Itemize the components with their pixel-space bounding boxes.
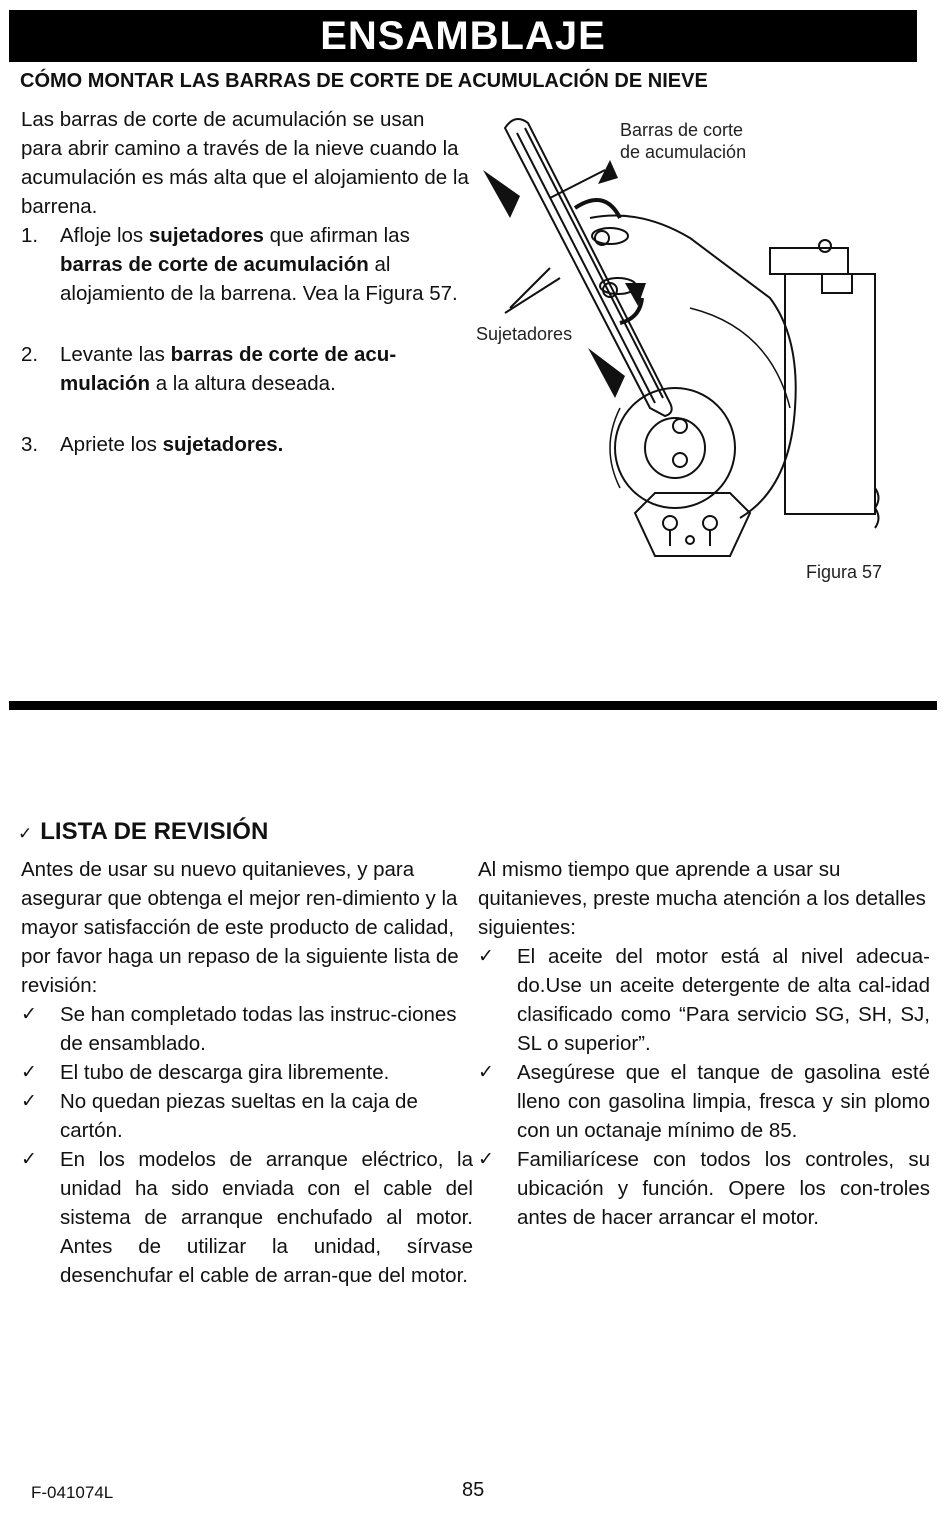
up-arrow-icon (588, 348, 625, 398)
document-code: F-041074L (31, 1483, 114, 1502)
auger-gear-inner (645, 418, 705, 478)
check-icon: ✓ (21, 1062, 37, 1083)
checklist-left-column (21, 855, 473, 1290)
assembly-instructions (21, 105, 471, 459)
section-banner: ENSAMBLAJE (9, 10, 917, 62)
step-text: Levante las (60, 343, 171, 366)
checklist-title-text: LISTA DE REVISIÓN (40, 818, 269, 845)
step-bold: sujetadores. (162, 433, 284, 456)
up-arrow-icon (483, 170, 520, 218)
checklist-item (21, 1058, 473, 1087)
step-text: Afloje los (60, 224, 149, 247)
step-number: 1. (21, 224, 39, 247)
check-icon: ✓ (478, 1062, 494, 1083)
checklist-item (21, 1000, 473, 1058)
auger-gear-outer (615, 388, 735, 508)
intro-paragraph: Las barras de corte de acumulación se usan para abrir camino a través de la nieve cuando la acumulación es más alta que el alojamiento de la barrena. (21, 108, 469, 218)
checklist-item (21, 1087, 473, 1145)
step-list (21, 221, 471, 459)
checklist-item-text: Familiarícese con todos los controles, su ubicación y función. Opere los con-troles antes de hacer arrancar el motor. (517, 1148, 930, 1229)
step-item (21, 430, 471, 459)
checklist-item-text: No quedan piezas sueltas en la caja de cartón. (60, 1090, 418, 1142)
checklist-item-text: En los modelos de arranque eléctrico, la unidad ha sido enviada con el cable del sistema de arranque enchufado al motor. Antes de utilizar la unidad, sírvase desenchufar el cable de arran-que del motor. (60, 1148, 473, 1287)
step-bold: barras de corte de acumulación (60, 253, 369, 276)
step-text: al alojamiento de la barrena. Vea la Figura 57. (60, 253, 458, 305)
step-number: 3. (21, 433, 39, 456)
check-icon: ✓ (21, 1149, 37, 1170)
label-barras: Barras de corte (620, 120, 744, 140)
step-text: a la altura deseada. (150, 372, 336, 395)
section-divider (9, 701, 937, 710)
figure-57-illustration (470, 108, 910, 578)
page-number: 85 (462, 1479, 485, 1501)
check-icon: ✓ (478, 946, 494, 967)
step-text: que afirman las (263, 224, 410, 247)
check-icon: ✓ (18, 824, 33, 843)
step-bold: sujetadores (148, 224, 264, 247)
section-subheading: CÓMO MONTAR LAS BARRAS DE CORTE DE ACUMULACIÓN DE NIEVE (20, 70, 708, 92)
check-icon: ✓ (21, 1091, 37, 1112)
checklist-intro: Antes de usar su nuevo quitanieves, y para asegurar que obtenga el mejor ren-dimiento y la mayor satisfacción de este producto de calidad, por favor haga un repaso de la siguiente lista de revisión: (21, 858, 459, 997)
checklist-item-text: El aceite del motor está al nivel adecua-do.Use un aceite detergente de alta cal-idad clasificado como “Para servicio SG, SH, SJ, SL o superior”. (517, 945, 930, 1055)
checklist-title (18, 818, 268, 846)
checklist-item (478, 1058, 930, 1145)
checklist-item-text: El tubo de descarga gira libremente. (60, 1061, 390, 1084)
drift-cutter-bar (505, 119, 672, 416)
fastener-upper (592, 228, 628, 245)
checklist-item-text: Se han completado todas las instruc-ciones de ensamblado. (60, 1003, 457, 1055)
step-text: Apriete los (60, 433, 163, 456)
figure-caption: Figura 57 (806, 562, 883, 582)
checklist-right-column (478, 855, 930, 1232)
checklist-item (21, 1145, 473, 1290)
label-acumulacion: de acumulación (620, 142, 747, 162)
step-number: 2. (21, 343, 39, 366)
step-item (21, 221, 471, 308)
check-icon: ✓ (478, 1149, 494, 1170)
checklist-item-text: Asegúrese que el tanque de gasolina esté lleno con gasolina limpia, fresca y sin plomo con un octanaje mínimo de 85. (517, 1061, 930, 1142)
check-icon: ✓ (21, 1004, 37, 1025)
checklist-intro: Al mismo tiempo que aprende a usar su quitanieves, preste mucha atención a los detalles siguientes: (478, 858, 926, 939)
checklist-item (478, 1145, 930, 1232)
step-item (21, 340, 471, 398)
step-bold: barras de corte de acu-mulación (60, 343, 397, 395)
label-sujetadores: Sujetadores (476, 324, 573, 344)
checklist-item (478, 942, 930, 1058)
